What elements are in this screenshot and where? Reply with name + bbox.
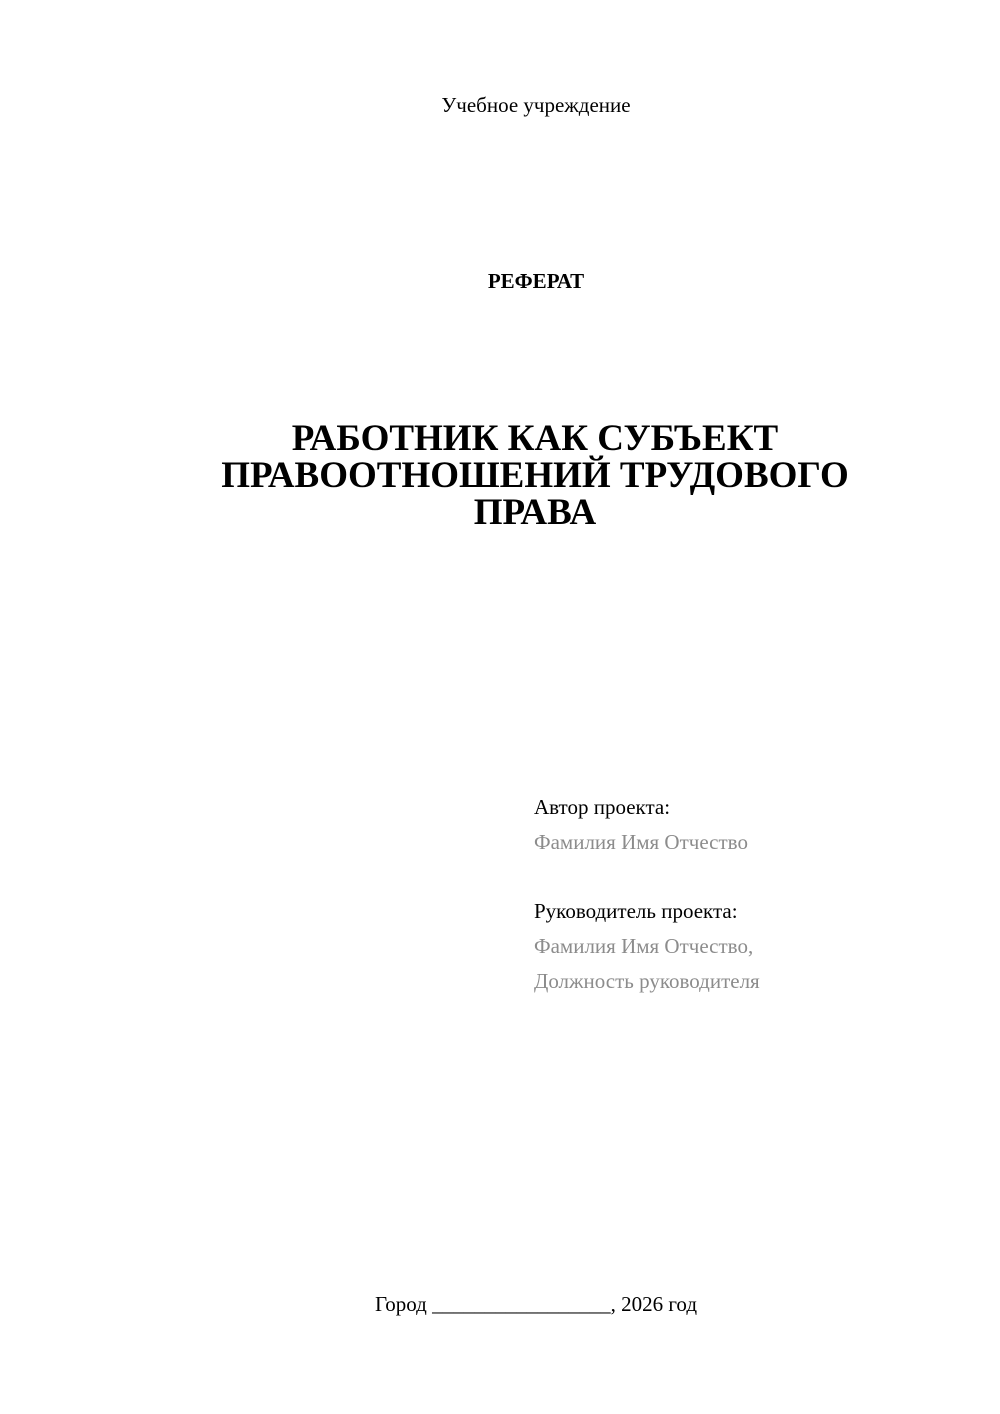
supervisor-position: Должность руководителя bbox=[534, 969, 760, 993]
document-title bbox=[150, 420, 920, 531]
document-type: РЕФЕРАТ bbox=[487, 269, 585, 293]
title-line: РАБОТНИК КАК СУБЪЕКТ bbox=[291, 418, 779, 459]
credits-spacer bbox=[534, 860, 974, 894]
credits-block bbox=[534, 790, 974, 999]
institution-name: Учебное учреждение bbox=[441, 93, 631, 117]
city-year-line: Город _________________, 2026 год bbox=[374, 1292, 698, 1316]
supervisor-name: Фамилия Имя Отчество, bbox=[534, 934, 754, 958]
supervisor-label: Руководитель проекта: bbox=[534, 899, 738, 923]
author-name: Фамилия Имя Отчество bbox=[534, 830, 748, 854]
title-line: ПРАВА bbox=[473, 492, 597, 533]
title-line: ПРАВООТНОШЕНИЙ ТРУДОВОГО bbox=[221, 455, 849, 496]
author-label: Автор проекта: bbox=[534, 795, 671, 819]
